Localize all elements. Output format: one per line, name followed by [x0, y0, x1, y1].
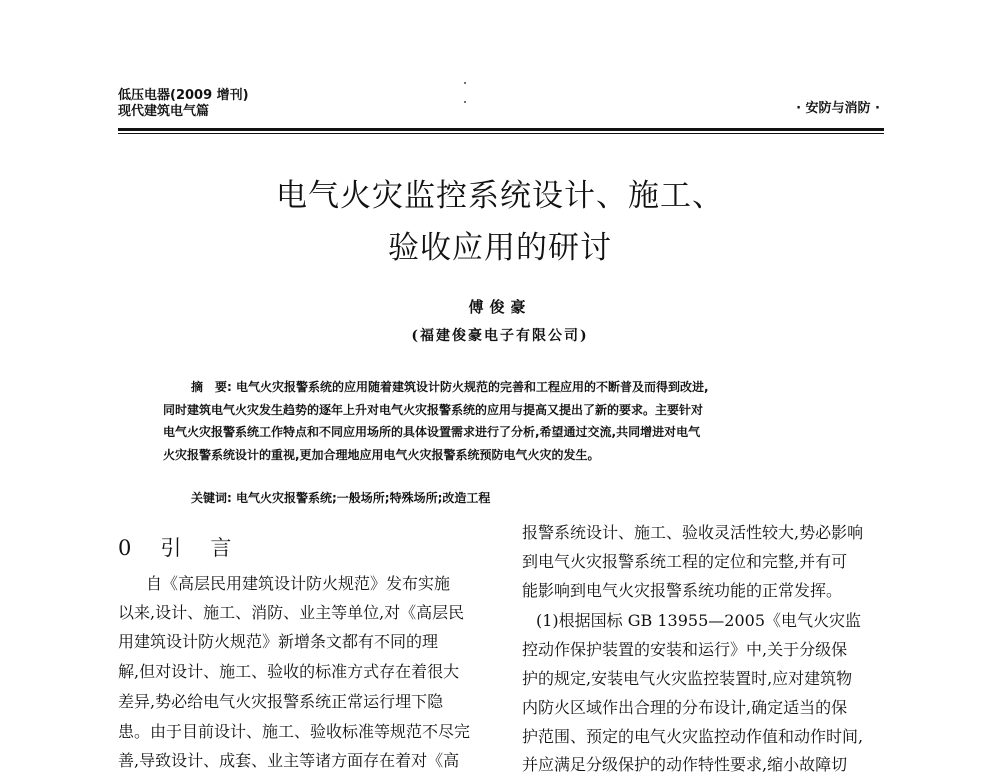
body-line: (1)根据国标 GB 13955—2005《电气火灾监: [536, 611, 861, 630]
speck: [464, 101, 466, 103]
header-rule-thin: [118, 133, 884, 134]
affiliation: (福建俊豪电子有限公司): [411, 328, 589, 344]
author: 傅俊豪: [468, 298, 532, 316]
journal-line-2: 现代建筑电气篇: [118, 104, 210, 119]
abstract-line: 摘 要: 电气火灾报警系统的应用随着建筑设计防火规范的完善和工程应用的不断普及而得到改进,: [191, 380, 709, 394]
body-line: 护范围、预定的电气火灾监控动作值和动作时间,: [522, 727, 864, 746]
body-line: 解,但对设计、施工、验收的标准方式存在着很大: [118, 662, 460, 681]
journal-name: [118, 88, 249, 120]
abstract: [163, 376, 853, 466]
body-line: 以来,设计、施工、消防、业主等单位,对《高层民: [118, 603, 465, 622]
body-line: 自《高层民用建筑设计防火规范》发布实施: [146, 574, 451, 593]
body-line: 到电气火灾报警系统工程的定位和完整,并有可: [522, 552, 848, 571]
body-line: 能影响到电气火灾报警系统功能的正常发挥。: [522, 581, 843, 600]
abstract-line: 同时建筑电气火灾发生趋势的逐年上升对电气火灾报警系统的应用与提高又提出了新的要求。主要针对: [163, 402, 704, 417]
title-line-1: 电气火灾监控系统设计、施工、: [276, 178, 724, 214]
body-line: 护的规定,安装电气火灾监控装置时,应对建筑物: [522, 669, 853, 688]
body-line: 内防火区域作出合理的分布设计,确定适当的保: [522, 698, 848, 717]
body-line: 报警系统设计、施工、验收灵活性较大,势必影响: [522, 523, 864, 542]
abstract-line: 电气火灾报警系统工作特点和不同应用场所的具体设置需求进行了分析,希望通过交流,共同增进对电气: [163, 425, 701, 439]
body-line: 善,导致设计、成套、业主等诸方面存在着对《高: [118, 751, 460, 770]
title-line-2: 验收应用的研讨: [388, 230, 612, 266]
header-rule-thick: [118, 128, 884, 131]
section-heading: 0 引 言: [118, 536, 236, 560]
body-line: 用建筑设计防火规范》新增条文都有不同的理: [118, 632, 439, 651]
speck: [464, 82, 466, 84]
keywords: 关键词: 电气火灾报警系统;一般场所;特殊场所;改造工程: [191, 491, 491, 505]
body-line: 患。由于目前设计、施工、验收标准等规范不尽完: [118, 722, 471, 741]
abstract-line: 火灾报警系统设计的重视,更加合理地应用电气火灾报警系统预防电气火灾的发生。: [163, 447, 600, 462]
body-line: 并应满足分级保护的动作特性要求,缩小故障切: [522, 755, 848, 774]
body-line: 控动作保护装置的安装和运行》中,关于分级保: [522, 640, 848, 659]
section-label: · 安防与消防 ·: [796, 101, 880, 116]
body-line: 差异,势必给电气火灾报警系统正常运行埋下隐: [118, 692, 444, 711]
journal-line-1: 低压电器(2009 增刊): [118, 88, 249, 103]
